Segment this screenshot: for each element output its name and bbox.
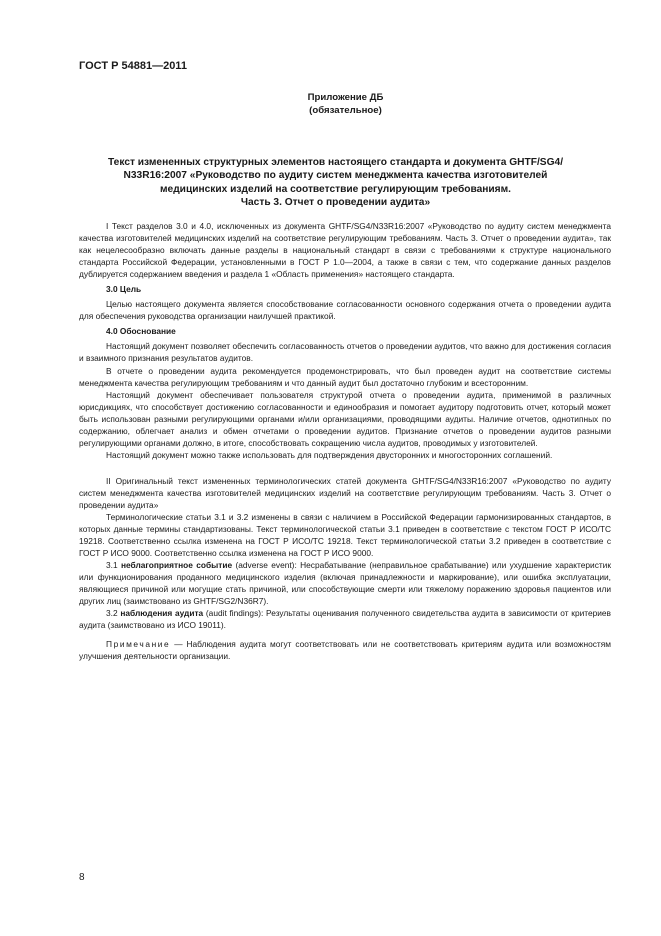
paragraph: В отчете о проведении аудита рекомендуется продемонстрировать, что был проведен аудит на соответствие системы менеджмента качества регулирующим требованиям и что данный аудит был достаточно глубоким и всесторонним. (79, 365, 611, 388)
note-text: — Наблюдения аудита могут соответствовать или не соответствовать критериям аудита или возможностям улучшения деятельности организации. (79, 638, 611, 661)
section-2-intro: II Оригинальный текст измененных терминологических статей документа GHTF/SG4/N33R16:2007 «Руководство по аудиту систем менеджмента качества изготовителей медицинских изделий на соответствие регулирующим требованиям. Часть 3. Отчет о проведении аудита» (79, 475, 611, 510)
annex-heading (0, 91, 661, 117)
term-3-2 (79, 607, 611, 631)
title-line: N33R16:2007 «Руководство по аудиту систем менеджмента качества изготовителей (123, 170, 548, 182)
title-line: медицинских изделий на соответствие регулирующим требованиям. (160, 183, 511, 195)
term-number: 3.2 (106, 608, 118, 619)
title-line: Часть 3. Отчет о проведении аудита» (240, 196, 431, 208)
term-definition: (audit findings): Результаты оценивания полученного свидетельства аудита в зависимости от критериев аудита (заимствовано из ИСО 19011). (79, 608, 611, 631)
page-number: 8 (79, 872, 85, 883)
annex-main-title (95, 156, 576, 209)
paragraph: Настоящий документ обеспечивает пользователя структурой отчета о проведении аудита, применимой в различных юрисдикциях, что способствует достижению согласованности и единообразия и помогает аудитору подготовить отчет, который может быть использован разными регулирующими органами и/или организациями, проводящими аудиты. Наличие отчетов, однотипных по содержанию, облегчает анализ и обмен отчетами о проведении аудитов. Признание отчетов о проведении аудитов разными регулирующими органами должно, в итоге, способствовать сокращению числа аудитов, проводимых у изготовителей. (79, 389, 611, 448)
section-4-0-heading: 4.0 Обоснование (106, 326, 176, 337)
term-name: неблагоприятное событие (120, 560, 233, 571)
document-body (79, 220, 611, 662)
annex-status: (обязательное) (309, 105, 382, 116)
standard-header: ГОСТ Р 54881—2011 (79, 60, 187, 72)
term-name: наблюдения аудита (120, 608, 204, 619)
term-3-1 (79, 559, 611, 607)
title-line: Текст измененных структурных элементов настоящего стандарта и документа GHTF/SG4/ (107, 157, 564, 168)
annex-title: Приложение ДБ (307, 92, 384, 103)
paragraph: Настоящий документ можно также использовать для подтверждения двусторонних и многосторонних соглашений. (106, 449, 553, 460)
paragraph: Терминологические статьи 3.1 и 3.2 изменены в связи с наличием в Российской Федерации гармонизированных стандартов, в которых данные термины стандартизованы. Текст терминологической статьи 3.1 приведен в соответствие с текстом ГОСТ Р ИСО/ТС 19218. Соответственно ссылка изменена на ГОСТ Р ИСО/ТС 19218. Текст терминологической статьи 3.2 приведен в соответствие с ГОСТ Р ИСО 9000. Соответственно ссылка изменена на ГОСТ Р ИСО 9000. (79, 512, 611, 559)
paragraph: Настоящий документ позволяет обеспечить согласованность отчетов о проведении аудитов, что важно для достижения согласия и взаимного признания результатов аудитов. (79, 341, 611, 364)
term-number: 3.1 (106, 560, 118, 571)
section-1-intro: I Текст разделов 3.0 и 4.0, исключенных из документа GHTF/SG4/N33R16:2007 «Руководство по аудиту систем менеджмента качества изготовителей медицинских изделий на соответствие регулирующим требованиям. Часть 3. Отчет о проведении аудита», так как нецелесообразно включать данные разделы в национальный стандарт в связи с требованиями к структуре национального стандарта Российской Федерации, установленными в ГОСТ Р 1.0—2004, а также в связи с тем, что содержание данных разделов дублируется содержанием введения и раздела 1 «Область применения» настоящего стандарта. (79, 221, 611, 280)
section-3-0-heading: 3.0 Цель (106, 284, 142, 295)
note-label: Примечание (106, 638, 171, 649)
term-definition: (adverse event): Несрабатывание (неправильное срабатывание) или ухудшение характеристик или функционирования проданного медицинского изделия (включая принадлежности и маркирование), или ошибка эксплуатации, являющиеся причиной или могущие стать причиной, или способствующие смерти или тяжелому поражению здоровья пациентов или других лиц (заимствовано из GHTF/SG2/N36R7). (79, 560, 611, 607)
section-3-0-text: Целью настоящего документа является способствование согласованности основного содержания отчета о проведении аудита для обеспечения руководства организации наилучшей практикой. (79, 299, 611, 322)
note (79, 638, 611, 662)
